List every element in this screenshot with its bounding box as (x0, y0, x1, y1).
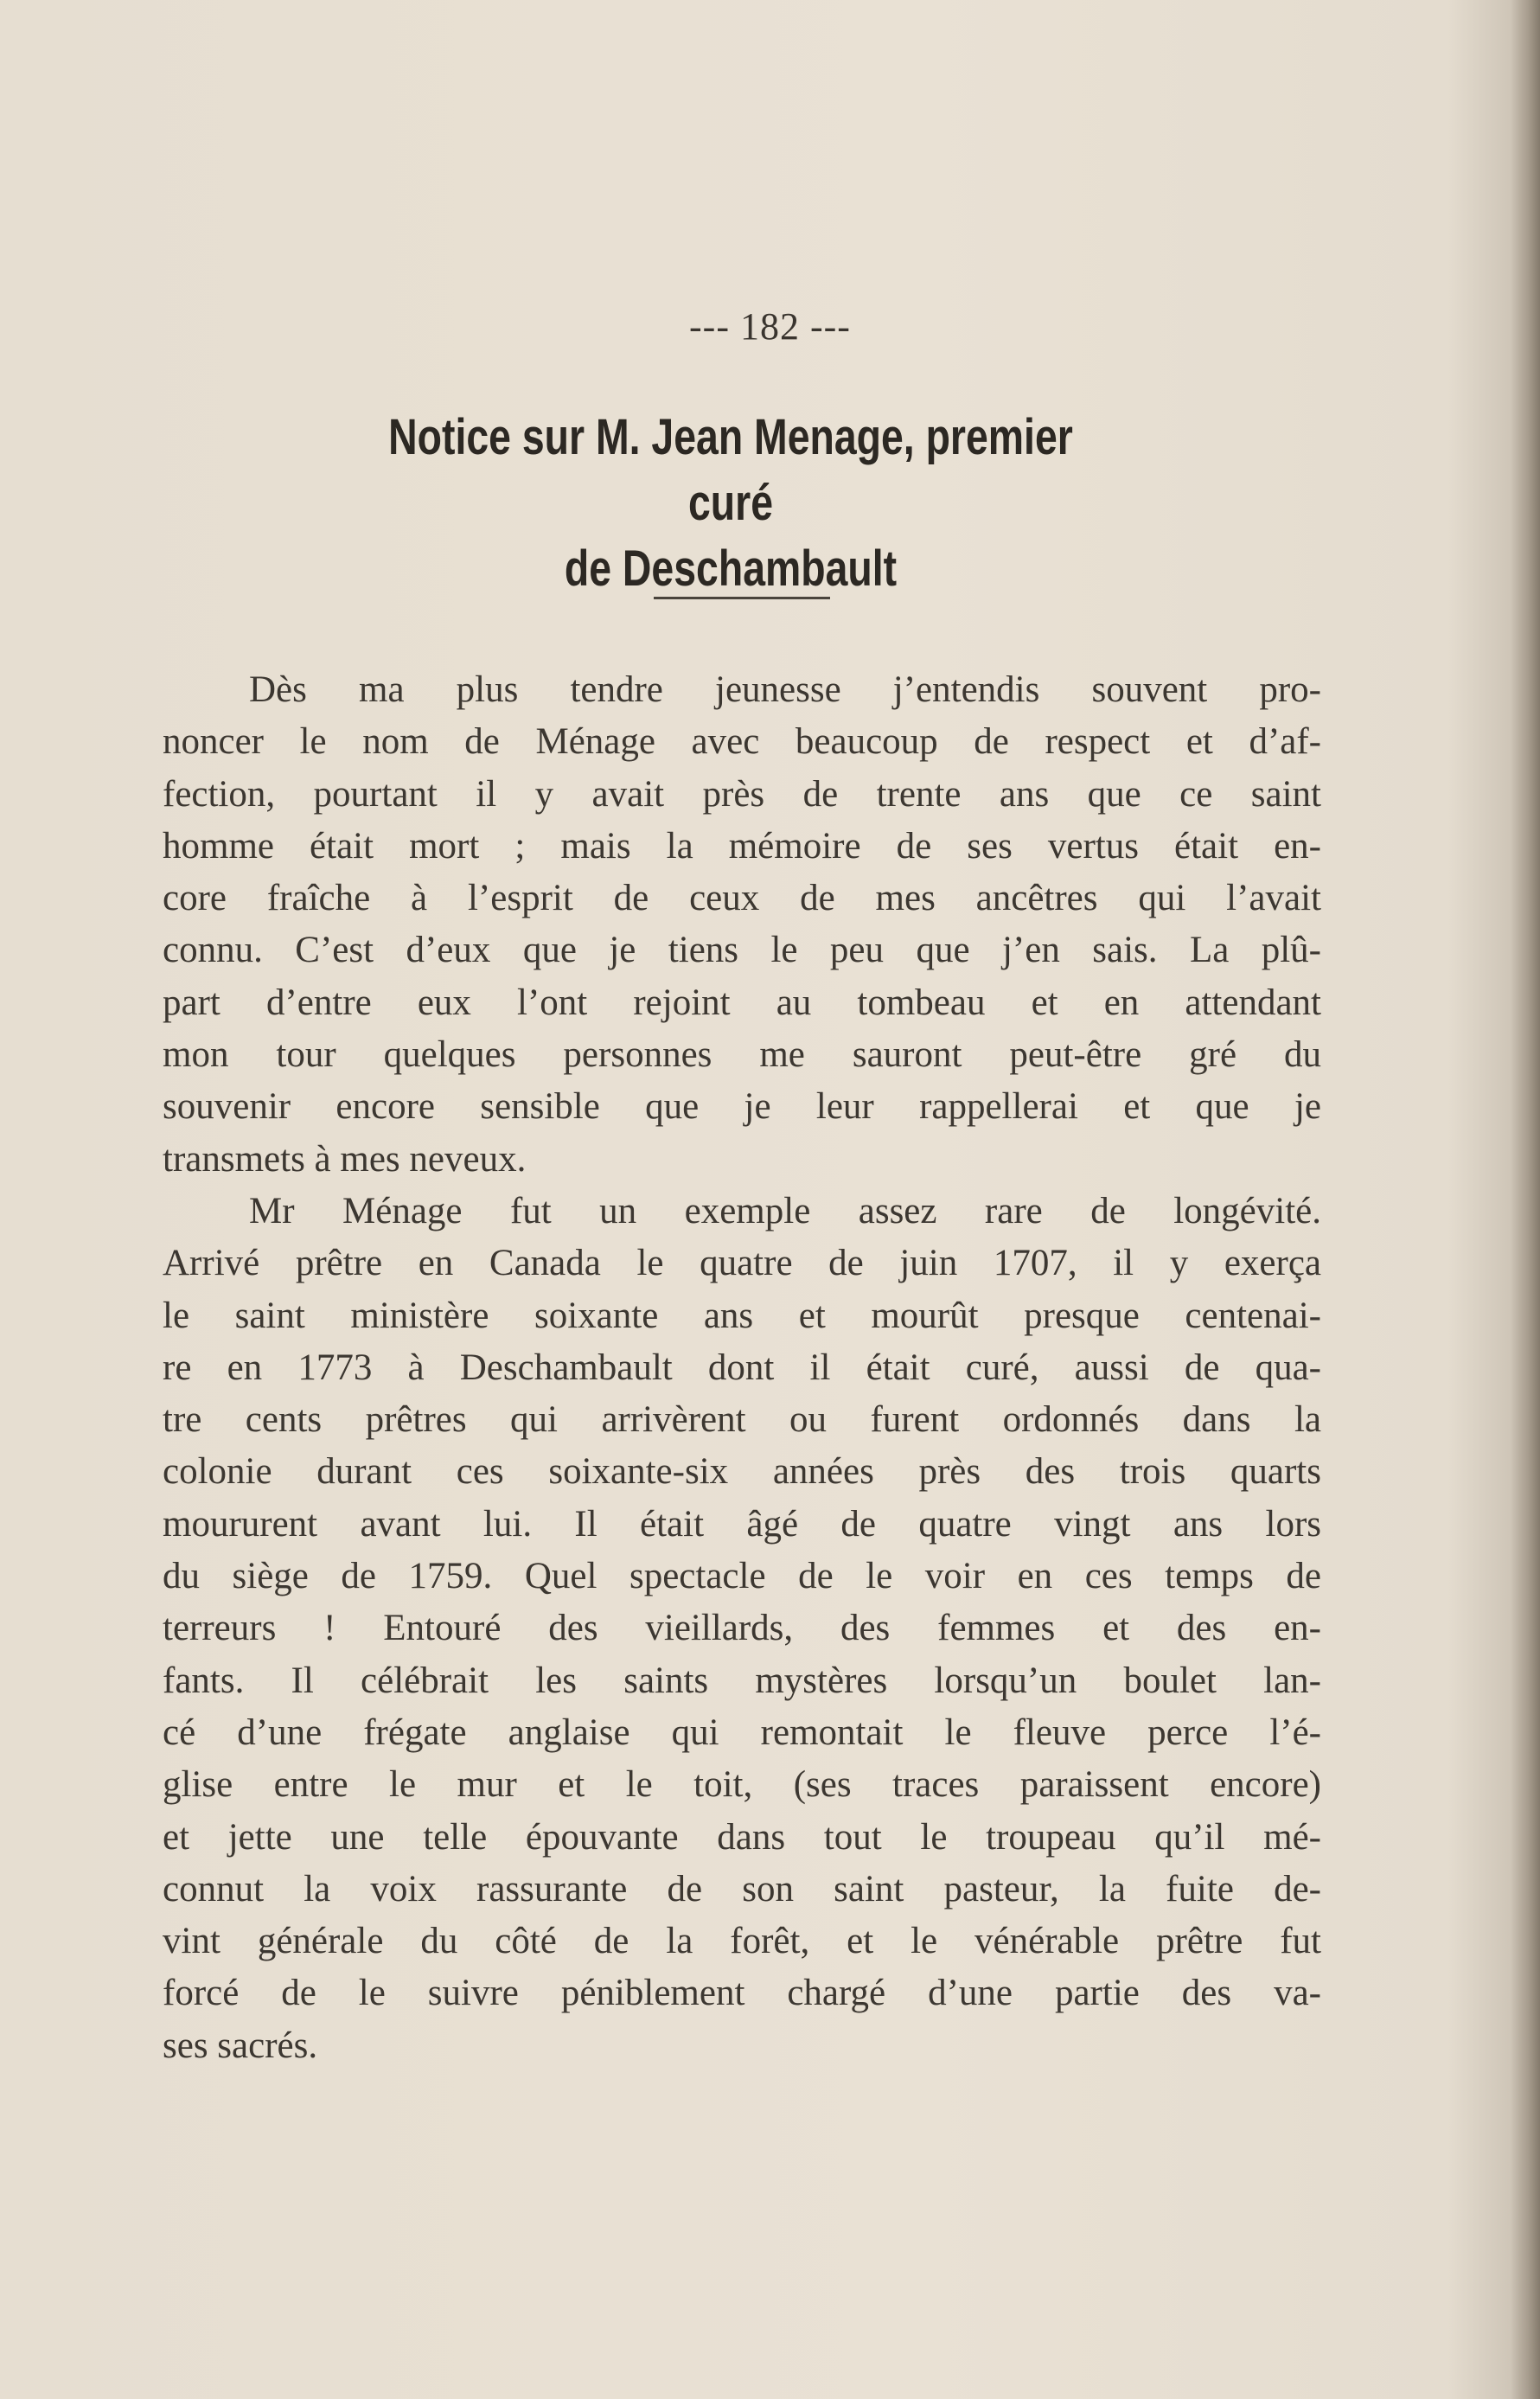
paragraph-1 (163, 664, 1321, 1186)
text-line: transmets à mes neveux. (163, 1138, 527, 1180)
page-number: --- 182 --- (689, 305, 851, 348)
text-line: homme était mort ; mais la mémoire de ses vertus était en- (163, 825, 1321, 867)
text-line: connu. C’est d’eux que je tiens le peu que j’en sais. La plû- (163, 930, 1321, 971)
text-line: fection, pourtant il y avait près de trente ans que ce saint (163, 773, 1321, 815)
title-divider (654, 597, 830, 599)
text-line: tre cents prêtres qui arrivèrent ou furent ordonnés dans la (163, 1399, 1321, 1441)
text-line: du siège de 1759. Quel spectacle de le voir en ces temps de (163, 1556, 1321, 1597)
text-line: colonie durant ces soixante-six années près des trois quarts (163, 1451, 1321, 1493)
text-line: re en 1773 à Deschambault dont il était curé, aussi de qua- (163, 1347, 1321, 1388)
text-line: forcé de le suivre péniblement chargé d’une partie des va- (163, 1973, 1321, 2014)
text-line: connut la voix rassurante de son saint pasteur, la fuite de- (163, 1868, 1321, 1910)
text-line: terreurs ! Entouré des vieillards, des femmes et des en- (163, 1608, 1321, 1649)
text-line: le saint ministère soixante ans et mourût presque centenai- (163, 1295, 1321, 1336)
paragraph-2 (163, 1186, 1321, 2072)
text-line: Mr Ménage fut un exemple assez rare de longévité. (249, 1190, 1321, 1231)
title-line-1: Notice sur M. Jean Menage, premier curé (388, 409, 1073, 531)
text-line: mon tour quelques personnes me sauront peut-être gré du (163, 1034, 1321, 1076)
text-line: part d’entre eux l’ont rejoint au tombeau et en attendant (163, 982, 1321, 1023)
page-title (354, 405, 1108, 602)
text-line: moururent avant lui. Il était âgé de quatre vingt ans lors (163, 1503, 1321, 1545)
text-line: fants. Il célébrait les saints mystères lorsqu’un boulet lan- (163, 1660, 1321, 1701)
body-text (163, 664, 1321, 2072)
page-binding-shadow (1511, 0, 1540, 2399)
text-line: souvenir encore sensible que je leur rappellerai et que je (163, 1086, 1321, 1128)
title-line-2: de Deschambault (564, 541, 898, 597)
text-line: Arrivé prêtre en Canada le quatre de juin 1707, il y exerça (163, 1243, 1321, 1284)
text-line: vint générale du côté de la forêt, et le vénérable prêtre fut (163, 1921, 1321, 1962)
text-line: ses sacrés. (163, 2025, 318, 2066)
text-line: et jette une telle épouvante dans tout le troupeau qu’il mé- (163, 1816, 1321, 1858)
text-line: noncer le nom de Ménage avec beaucoup de respect et d’af- (163, 721, 1321, 763)
text-line: cé d’une frégate anglaise qui remontait le fleuve perce l’é- (163, 1711, 1321, 1753)
text-line: Dès ma plus tendre jeunesse j’entendis souvent pro- (249, 669, 1321, 710)
text-line: glise entre le mur et le toit, (ses traces paraissent encore) (163, 1764, 1321, 1806)
text-line: core fraîche à l’esprit de ceux de mes ancêtres qui l’avait (163, 878, 1321, 919)
